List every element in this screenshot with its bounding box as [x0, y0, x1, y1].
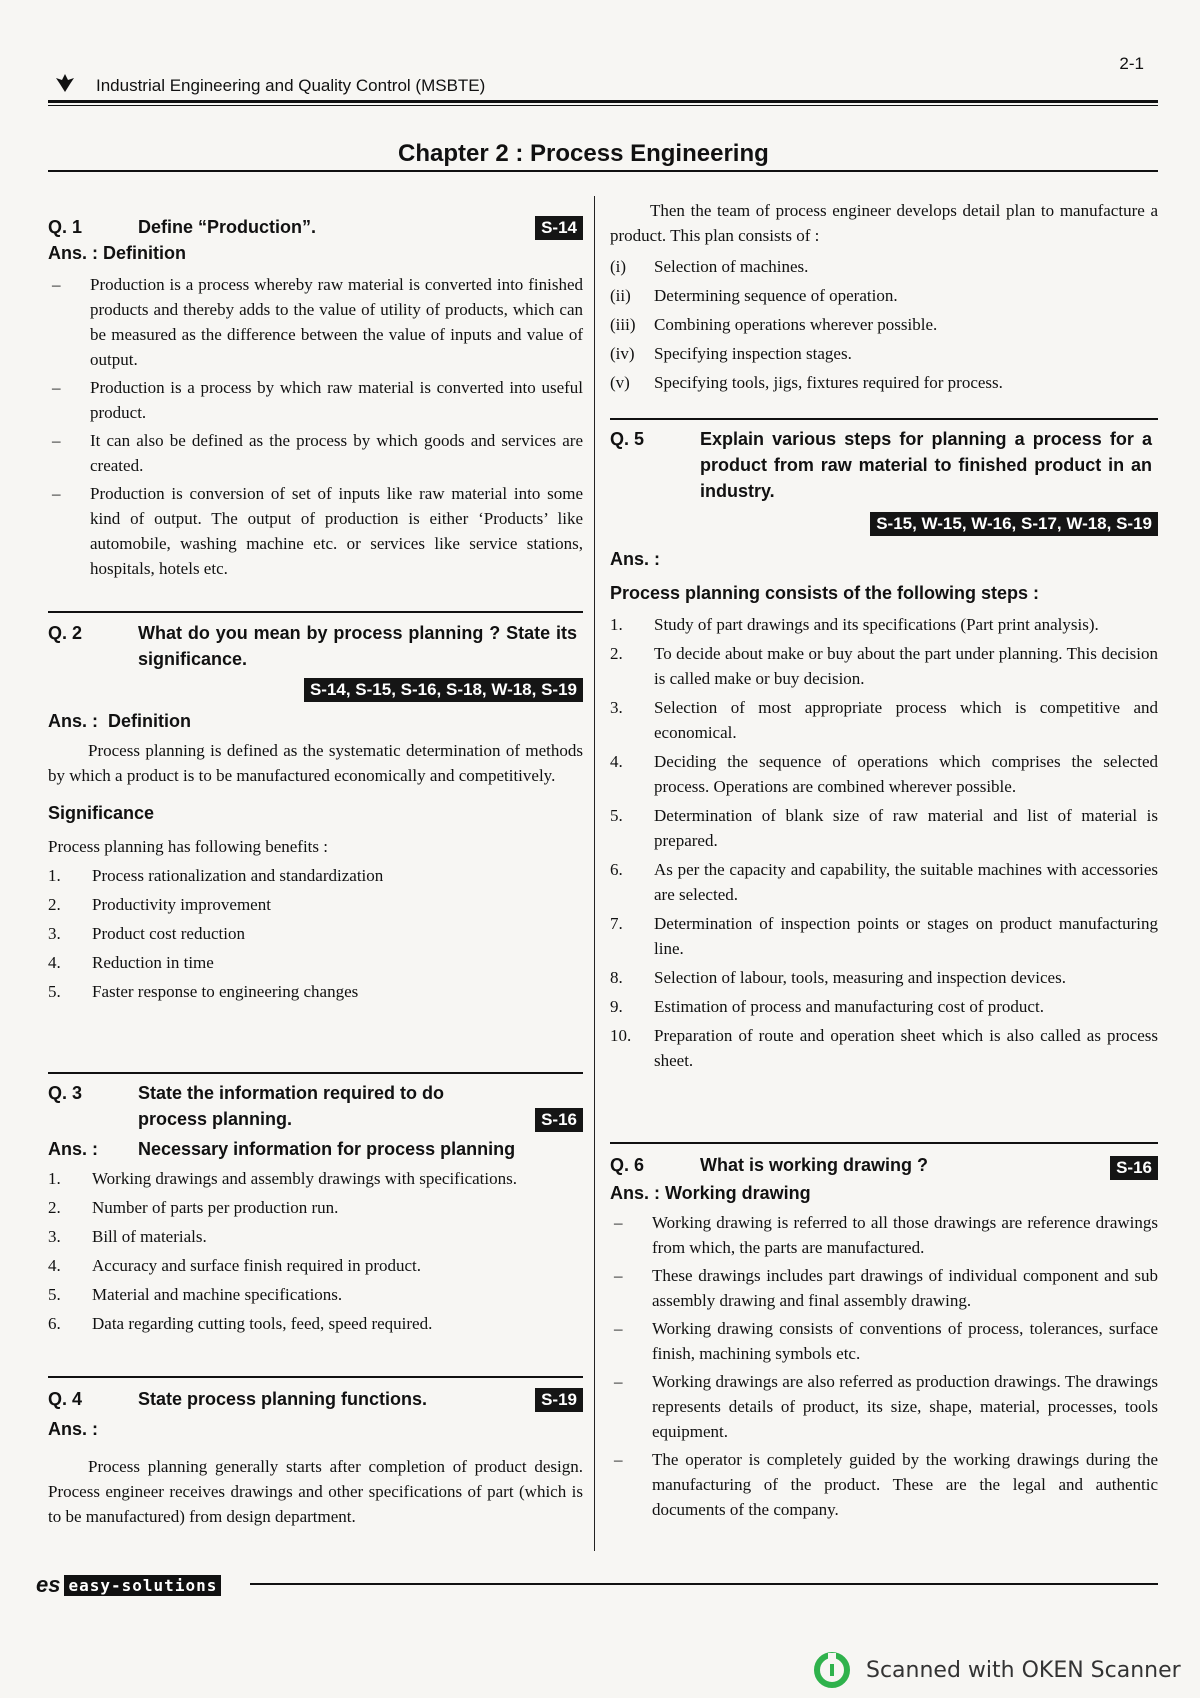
answer-label: Ans. : [610, 549, 661, 569]
list-item: – Working drawing is referred to all those drawings are reference drawings from which, the parts are manufactured. [614, 1213, 1158, 1257]
publisher-footer-logo [36, 1572, 221, 1598]
answer-label: Ans. : [48, 711, 99, 731]
section-rule [610, 418, 1158, 420]
list-item: 8. Selection of labour, tools, measuring and inspection devices. [610, 968, 1066, 987]
question-text: State process planning functions. [138, 1389, 428, 1409]
question-number: Q. 5 [610, 429, 645, 449]
list-item: 5. Material and machine specifications. [48, 1285, 343, 1304]
list-item: 1. Study of part drawings and its specifications (Part print analysis). [610, 615, 1099, 634]
list-item: 6. Data regarding cutting tools, feed, speed required. [48, 1314, 433, 1333]
list-item: (iii) Combining operations wherever possible. [610, 315, 938, 334]
section-rule [48, 611, 583, 613]
list-item: 1. Process rationalization and standardization [48, 866, 384, 885]
answer-heading: Definition [108, 711, 192, 731]
exam-badge: S-14, S-15, S-16, S-18, W-18, S-19 [304, 678, 583, 702]
header-rule-thin [48, 105, 1158, 106]
answer-label: Ans. : Definition [48, 243, 186, 263]
logo-text: easy-solutions [64, 1575, 221, 1596]
list-item: 2. To decide about make or buy about the part under planning. This decision is called make or buy decision. [610, 644, 1158, 688]
list-item: 2. Number of parts per production run. [48, 1198, 339, 1217]
list-item: – Working drawings are also referred as production drawings. The drawings represents details of product, its size, shape, material, processes, tools equipment. [614, 1372, 1158, 1441]
functions-paragraph-2: Then the team of process engineer develops detail plan to manufacture a product. This plan consists of : [610, 201, 1158, 245]
scanner-watermark [812, 1650, 1181, 1690]
list-item: (v) Specifying tools, jigs, fixtures required for process. [610, 373, 1003, 392]
question-text: What is working drawing ? [700, 1155, 929, 1175]
list-item: 5. Determination of blank size of raw material and list of material is prepared. [610, 806, 1158, 850]
list-item: – The operator is completely guided by the working drawings during the manufacturing of the product. These are the legal and authentic documents of the company. [614, 1450, 1158, 1519]
list-item: 9. Estimation of process and manufacturing cost of product. [610, 997, 1044, 1016]
list-item: 3. Selection of most appropriate process which is competitive and economical. [610, 698, 1158, 742]
list-item: – These drawings includes part drawings of individual component and sub assembly drawing and final assembly drawing. [614, 1266, 1158, 1310]
exam-badge: S-16 [1110, 1156, 1158, 1180]
list-item: 6. As per the capacity and capability, the suitable machines with accessories are selected. [610, 860, 1158, 904]
publisher-logo-icon [54, 72, 76, 94]
list-item: 5. Faster response to engineering changes [48, 982, 359, 1001]
question-text: Explain various steps for planning a process for a product from raw material to finished product in an industry. [700, 429, 1152, 501]
section-rule [610, 1142, 1158, 1144]
list-item: (ii) Determining sequence of operation. [610, 286, 898, 305]
list-item: – Production is conversion of set of inputs like raw material into some kind of output. The output of production is either ‘Products’ like automobile, washing machine etc. or services like service stations, hospitals, hotels etc. [52, 484, 583, 578]
list-item: – Working drawing consists of conventions of process, tolerances, surface finish, machining symbols etc. [614, 1319, 1158, 1363]
list-item: – It can also be defined as the process by which goods and services are created. [52, 431, 583, 475]
question-number: Q. 3 [48, 1083, 83, 1103]
significance-heading: Significance [48, 803, 155, 823]
functions-paragraph: Process planning generally starts after completion of product design. Process engineer receives drawings and other specifications of part (which is to be manufactured) from design department. [48, 1457, 583, 1526]
answer-label: Ans. : [48, 1139, 99, 1159]
question-4-continued [610, 198, 1158, 399]
answer-label: Ans. : Working drawing [610, 1183, 811, 1203]
answer-heading: Necessary information for process planning [138, 1139, 516, 1159]
list-item: – Production is a process by which raw material is converted into useful product. [52, 378, 583, 422]
header-rule [48, 100, 1158, 103]
question-text: What do you mean by process planning ? State its significance. [138, 623, 577, 669]
exam-badge: S-15, W-15, W-16, S-17, W-18, S-19 [870, 512, 1158, 536]
definition-paragraph: Process planning is defined as the systematic determination of methods by which a product is to be manufactured economically and competitively. [48, 741, 583, 785]
benefits-intro: Process planning has following benefits : [48, 837, 328, 856]
running-header [48, 54, 1158, 104]
question-number: Q. 6 [610, 1155, 645, 1175]
list-item: 4. Reduction in time [48, 953, 214, 972]
footer-rule [250, 1583, 1158, 1585]
list-item: (i) Selection of machines. [610, 257, 809, 276]
question-4 [48, 1386, 583, 1529]
list-item: 3. Bill of materials. [48, 1227, 207, 1246]
question-number: Q. 2 [48, 623, 83, 643]
logo-mark: es [36, 1572, 61, 1597]
chapter-rule [48, 170, 1158, 172]
list-item: 4. Accuracy and surface finish required in product. [48, 1256, 422, 1275]
list-item: 7. Determination of inspection points or stages on product manufacturing line. [610, 914, 1158, 958]
list-item: 2. Productivity improvement [48, 895, 271, 914]
section-rule [48, 1376, 583, 1378]
question-5 [610, 426, 1158, 1077]
list-item: 3. Product cost reduction [48, 924, 245, 943]
running-title: Industrial Engineering and Quality Control (MSBTE) [96, 76, 486, 95]
chapter-title: Chapter 2 : Process Engineering [398, 140, 769, 167]
question-number: Q. 1 [48, 217, 83, 237]
question-2 [48, 620, 583, 1008]
list-item: 1. Working drawings and assembly drawings with specifications. [48, 1169, 517, 1188]
section-rule [48, 1072, 583, 1074]
answer-label: Ans. : [48, 1419, 99, 1439]
question-text: State the information required to do process planning. [138, 1083, 445, 1129]
list-item: 4. Deciding the sequence of operations which comprises the selected process. Operations are combined wherever possible. [610, 752, 1158, 796]
list-item: 10. Preparation of route and operation sheet which is also called as process sheet. [610, 1026, 1158, 1070]
list-item: – Production is a process whereby raw material is converted into finished products and thereby adds to the value of utility of products, which can be measured as the difference between the value of inputs and value of output. [52, 275, 583, 369]
exam-badge: S-16 [535, 1108, 583, 1132]
page-number: 2-1 [1119, 54, 1144, 73]
list-item: (iv) Specifying inspection stages. [610, 344, 852, 363]
question-1 [48, 214, 583, 584]
scanner-text: Scanned with OKEN Scanner [866, 1657, 1181, 1683]
question-text: Define “Production”. [138, 217, 317, 237]
question-3 [48, 1080, 583, 1340]
exam-badge: S-19 [535, 1388, 583, 1412]
steps-heading: Process planning consists of the following steps : [610, 583, 1040, 603]
question-number: Q. 4 [48, 1389, 83, 1409]
scanner-logo-icon [812, 1650, 852, 1690]
exam-badge: S-14 [535, 216, 583, 240]
question-6 [610, 1152, 1158, 1525]
column-divider [594, 196, 595, 1551]
